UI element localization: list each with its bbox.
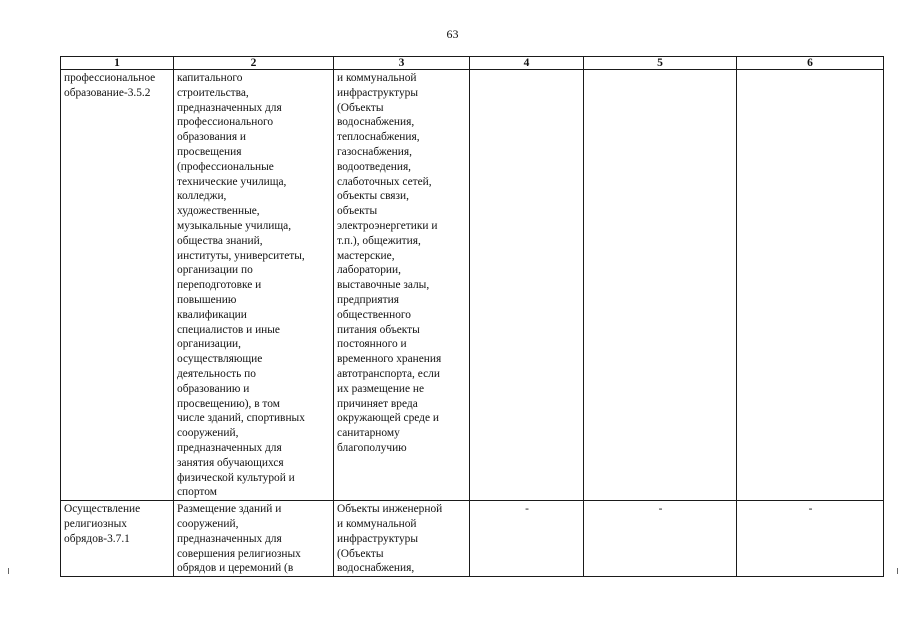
- cell-text: профессиональное образование-3.5.2: [64, 72, 156, 99]
- cell-col-4: [470, 501, 584, 577]
- cell-auxiliary-use: [334, 501, 470, 577]
- cell-text: и коммунальной инфраструктуры (Объекты водоснабжения, теплоснабжения, газоснабжения, водоотведения, слаботочных сетей, объекты связи, объекты электроэнергетики и т.п.), общежития, мастерские, лаборатории, выставочные залы, предприятия общественного питания объекты постоянного и временного хранения автотранспорта, если их размещение не причиняет вреда окружающей среде и санитарному благополучию: [337, 72, 442, 454]
- cell-col-6: [737, 70, 884, 501]
- cell-text: -: [525, 503, 529, 516]
- cell-text: капитального строительства, предназначенных для профессионального образования и просвещения (профессиональные технические училища, колледжи, художественные, музыкальные училища, общества знаний, институты, университеты, организации по переподготовке и повышению квалификации специалистов и иные организации, осуществляющие деятельность по образованию и просвещению), в том числе зданий, спортивных сооружений, предназначенных для занятия обучающихся физической культурой и спортом: [177, 72, 305, 499]
- page-number: 63: [446, 27, 459, 41]
- scan-mark-left: [8, 568, 9, 574]
- cell-text: -: [808, 503, 813, 516]
- column-header-2: 2: [174, 57, 334, 70]
- cell-use-name: [61, 501, 174, 577]
- scan-mark-right: [897, 568, 898, 574]
- column-header-4: 4: [470, 57, 584, 70]
- column-header-3: 3: [334, 57, 470, 70]
- cell-use-name: [61, 70, 174, 501]
- cell-col-6: [737, 501, 884, 577]
- cell-text: Объекты инженерной и коммунальной инфраструктуры (Объекты водоснабжения,: [337, 503, 443, 575]
- column-header-1: 1: [61, 57, 174, 70]
- permitted-use-table: [60, 56, 884, 577]
- cell-auxiliary-use: [334, 70, 470, 501]
- header-row: [61, 57, 884, 70]
- cell-col-4: [470, 70, 584, 501]
- cell-col-5: [584, 501, 737, 577]
- cell-col-5: [584, 70, 737, 501]
- cell-text: Осуществление религиозных обрядов-3.7.1: [64, 503, 141, 545]
- table-row: [61, 501, 884, 577]
- cell-text: -: [658, 503, 663, 516]
- cell-use-description: [174, 501, 334, 577]
- cell-use-description: [174, 70, 334, 501]
- column-header-6: 6: [737, 57, 884, 70]
- table-row: [61, 70, 884, 501]
- column-header-5: 5: [584, 57, 737, 70]
- cell-text: Размещение зданий и сооружений, предназначенных для совершения религиозных обрядов и церемоний (в: [177, 503, 301, 575]
